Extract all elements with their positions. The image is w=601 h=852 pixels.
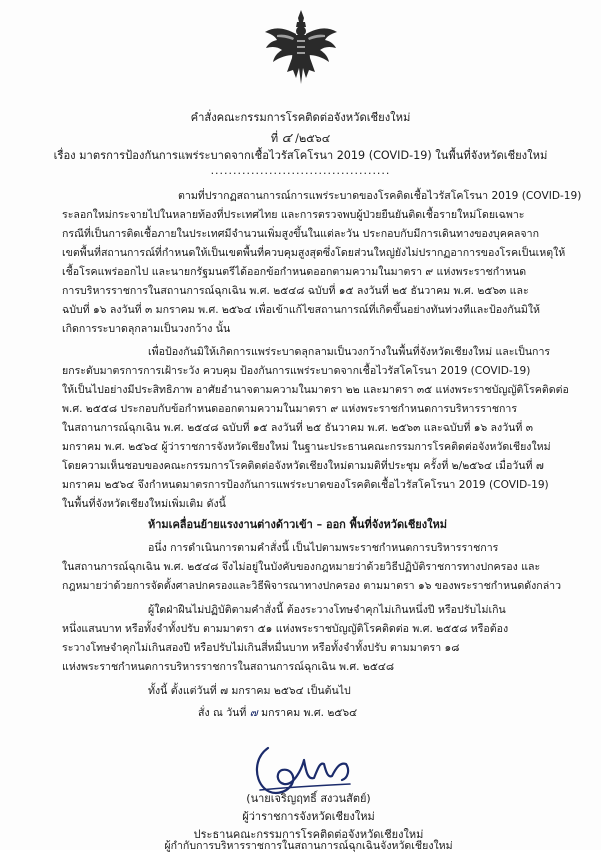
order-number-line [0,127,601,148]
para4-line: แห่งพระราชกำหนดการบริหารราชการในสถานการณ์ฉุกเฉิน พ.ศ. ๒๕๔๘ [62,661,395,673]
order-prefix: ที่ [270,132,282,145]
signatory-position-chair: ประธานคณะกรรมการโรคติดต่อจังหวัดเชียงใหม่ [193,828,424,841]
separator-dots: ........................................ [210,164,391,177]
para4-line: ผู้ใดฝ่าฝืนไม่ปฏิบัติตามคำสั่งนี้ ต้องระวางโทษจำคุกไม่เกินหนึ่งปี หรือปรับไม่เกิน [148,604,506,616]
para2-line: ยกระดับมาตรการการเฝ้าระวัง ควบคุม ป้องกันการแพร่ระบาดจากเชื้อไวรัสโคโรนา 2019 (COVID-19) [62,365,531,377]
para2-line: โดยความเห็นชอบของคณะกรรมการโรคติดต่อจังหวัดเชียงใหม่ตามมติที่ประชุม ครั้งที่ ๒/๒๕๖๔ เมื่อวันที่ ๗ [62,460,544,472]
signed-date-line [198,706,357,720]
signed-prefix: สั่ง ณ วันที่ [198,707,250,719]
order-number: ๔ [281,131,292,146]
para1-line: ระลอกใหม่กระจายไปในหลายท้องที่ประเทศไทย และการตรวจพบผู้ป่วยยืนยันติดเชื้อรายใหม่โดยเฉพาะ [62,209,525,221]
para2-line: มกราคม พ.ศ. ๒๕๖๔ ผู้ว่าราชการจังหวัดเชียงใหม่ ในฐานะประธานคณะกรรมการโรคติดต่อจังหวัดเชียงใหม่ [62,441,551,453]
para2-line: ให้เป็นไปอย่างมีประสิทธิภาพ อาศัยอำนาจตามความในมาตรา ๒๒ และมาตรา ๓๕ แห่งพระราชบัญญัติโรคติดต่อ [62,384,569,396]
para3-line: อนึ่ง การดำเนินการตามคำสั่งนี้ เป็นไปตามพระราชกำหนดการบริหารราชการ [148,542,499,554]
para1-line: เขตพื้นที่สถานการณ์ที่กำหนดให้เป็นเขตพื้นที่ควบคุมสูงสุดซึ่งโดยส่วนใหญ่ยังไม่ปรากฏอาการของโรคเป็นเหตุให้ [62,247,566,259]
signature-mark [250,738,360,798]
para1-line: ฉบับที่ ๑๖ ลงวันที่ ๓ มกราคม พ.ศ. ๒๕๖๔ เพื่อเข้าแก้ไขสถานการณ์ที่เกิดขึ้นอย่างทันท่วงทีและป้องกันมิให้ [62,304,541,316]
para1-line: เชื้อโรคแพร่ออกไป และนายกรัฐมนตรีได้ออกข้อกำหนดออกตามความในมาตรา ๙ แห่งพระราชกำหนด [62,266,527,278]
order-title: คำสั่งคณะกรรมการโรคติดต่อจังหวัดเชียงใหม่ [190,111,411,124]
signatory-position-governor: ผู้ว่าราชการจังหวัดเชียงใหม่ [242,810,375,823]
para1-line: กรณีที่เป็นการติดเชื้อภายในประเทศมีจำนวนเพิ่มสูงขึ้นในแต่ละวัน ประกอบกับมีการเดินทางของบุคคลจาก [62,228,539,240]
signed-day: ๗ [249,707,258,719]
para2-line: พ.ศ. ๒๕๕๘ ประกอบกับข้อกำหนดออกตามความในมาตรา ๙ แห่งพระราชกำหนดการบริหารราชการ [62,403,518,415]
order-suffix: /๒๕๖๔ [291,132,331,145]
para2-line: ในสถานการณ์ฉุกเฉิน พ.ศ. ๒๕๔๘ ฉบับที่ ๑๕ ลงวันที่ ๒๕ ธันวาคม พ.ศ. ๒๕๖๓ และฉบับที่ ๑๖ ลงวันที่ ๓ [62,422,533,434]
measure-heading: ห้ามเคลื่อนย้ายแรงงานต่างด้าวเข้า – ออก พื้นที่จังหวัดเชียงใหม่ [148,518,447,531]
signatory-name: (นายเจริญฤทธิ์ สงวนสัตย์) [246,792,371,805]
effective-date: ทั้งนี้ ตั้งแต่วันที่ ๗ มกราคม ๒๕๖๔ เป็นต้นไป [148,685,351,697]
para1-line: การบริหารราชการในสถานการณ์ฉุกเฉิน พ.ศ. ๒๕๔๘ ฉบับที่ ๑๕ ลงวันที่ ๒๕ ธันวาคม พ.ศ. ๒๕๖๓ และ [62,285,529,297]
para1-line: ตามที่ปรากฏสถานการณ์การแพร่ระบาดของโรคติดเชื้อไวรัสโคโรนา 2019 (COVID-19) [178,190,582,202]
para1-line: เกิดการระบาดลุกลามเป็นวงกว้าง นั้น [62,323,231,335]
para3-line: ในสถานการณ์ฉุกเฉิน พ.ศ. ๒๕๔๘ จึงไม่อยู่ในบังคับของกฎหมายว่าด้วยวิธีปฏิบัติราชการทางปกครอง และ [62,561,541,573]
signatory-position-supervisor: ผู้กำกับการบริหารราชการในสถานการณ์ฉุกเฉินจังหวัดเชียงใหม่ [164,840,453,852]
order-subject: เรื่อง มาตรการป้องกันการแพร่ระบาดจากเชื้อไวรัสโคโรนา 2019 (COVID-19) ในพื้นที่จังหวัดเชียงใหม่ [53,149,548,162]
para2-line: มกราคม ๒๕๖๔ จึงกำหนดมาตรการป้องกันการแพร่ระบาดของโรคติดเชื้อไวรัสโคโรนา 2019 (COVID-19) [62,479,549,491]
para4-line: ระวางโทษจำคุกไม่เกินสองปี หรือปรับไม่เกินสี่หมื่นบาท หรือทั้งจำทั้งปรับ ตามมาตรา ๑๘ [62,642,460,654]
para4-line: หนึ่งแสนบาท หรือทั้งจำทั้งปรับ ตามมาตรา ๕๑ แห่งพระราชบัญญัติโรคติดต่อ พ.ศ. ๒๕๕๘ หรือต้อง [62,623,509,635]
signed-suffix: มกราคม พ.ศ. ๒๕๖๔ [257,707,358,719]
para2-line: เพื่อป้องกันมิให้เกิดการแพร่ระบาดลุกลามเป็นวงกว้างในพื้นที่จังหวัดเชียงใหม่ และเป็นการ [148,346,551,358]
para3-line: กฎหมายว่าด้วยการจัดตั้งศาลปกครองและวิธีพิจารณาทางปกครอง ตามมาตรา ๑๖ ของพระราชกำหนดดังกล่าว [62,580,562,592]
garuda-emblem-icon [263,8,339,86]
para2-line: ในพื้นที่จังหวัดเชียงใหม่เพิ่มเติม ดังนี้ [62,498,226,510]
